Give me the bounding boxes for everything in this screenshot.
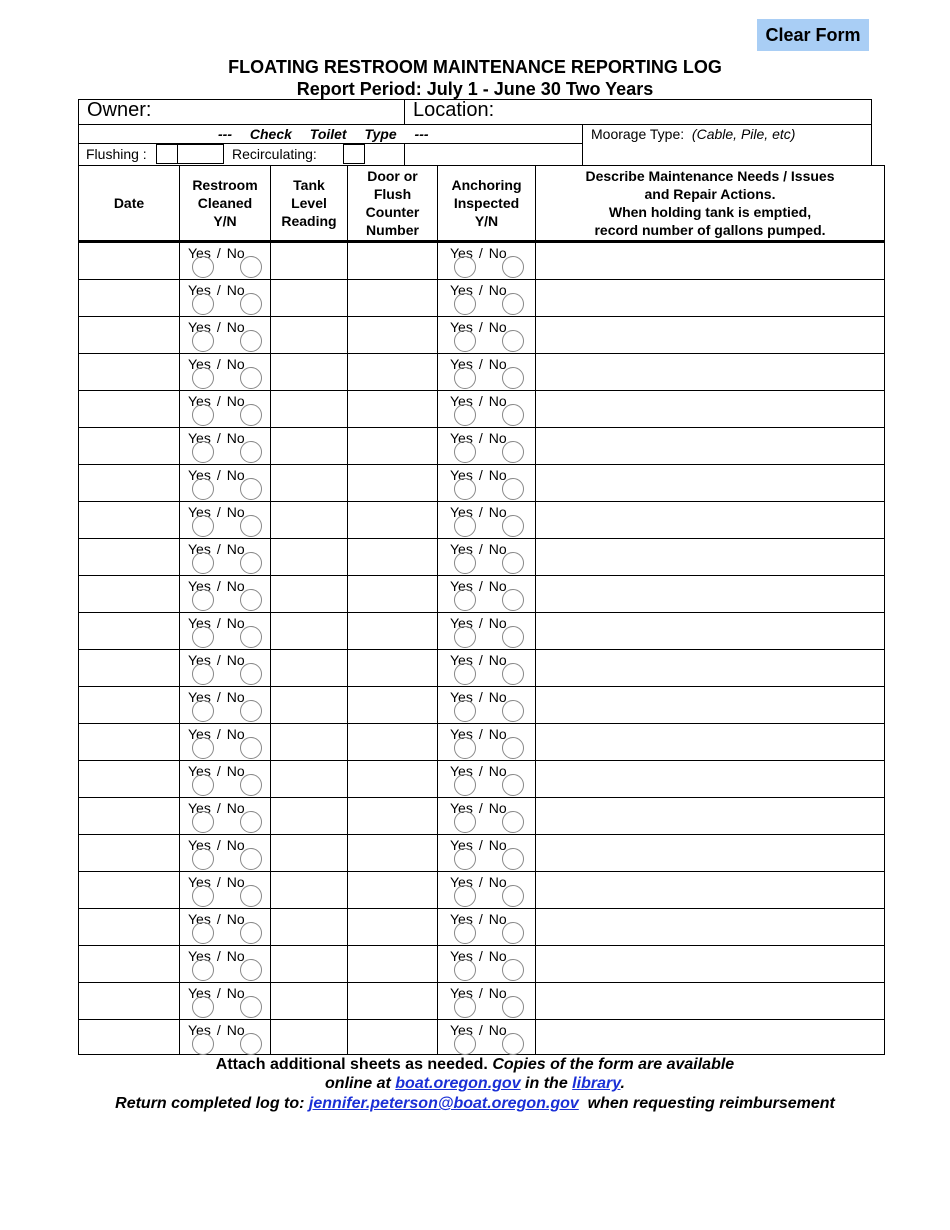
yes-label: Yes [188, 541, 211, 557]
restroom-cleaned-no-radio[interactable] [240, 330, 262, 352]
email-link[interactable]: jennifer.peterson@boat.oregon.gov [308, 1095, 579, 1112]
restroom-cleaned-no-radio[interactable] [240, 515, 262, 537]
anchoring-inspected-yes-radio[interactable] [454, 996, 476, 1018]
no-label: No [226, 245, 245, 261]
no-label: No [226, 763, 245, 779]
anchoring-inspected-no-radio[interactable] [502, 848, 524, 870]
anchoring-inspected-no-radio[interactable] [502, 256, 524, 278]
yes-label: Yes [188, 985, 211, 1001]
yes-label: Yes [450, 393, 473, 409]
table-row [79, 353, 884, 390]
yes-no-separator: / [216, 1022, 221, 1038]
yes-label: Yes [450, 615, 473, 631]
yes-label: Yes [188, 800, 211, 816]
no-label: No [226, 1022, 245, 1038]
table-row [79, 316, 884, 353]
restroom-cleaned-no-radio[interactable] [240, 552, 262, 574]
anchoring-inspected-no-radio[interactable] [502, 478, 524, 500]
yes-no-separator: / [478, 652, 483, 668]
no-label: No [488, 541, 507, 557]
no-label: No [488, 504, 507, 520]
anchoring-inspected-no-radio[interactable] [502, 367, 524, 389]
anchoring-inspected-yes-radio[interactable] [454, 552, 476, 574]
anchoring-inspected-no-radio[interactable] [502, 626, 524, 648]
no-label: No [226, 504, 245, 520]
anchoring-inspected-yes-radio[interactable] [454, 478, 476, 500]
no-label: No [488, 837, 507, 853]
table-row [79, 871, 884, 908]
yes-label: Yes [188, 467, 211, 483]
yes-no-separator: / [478, 356, 483, 372]
table-row [79, 686, 884, 723]
yes-no-separator: / [216, 800, 221, 816]
table-row [79, 1019, 884, 1056]
yes-label: Yes [188, 726, 211, 742]
yes-no-separator: / [478, 800, 483, 816]
restroom-cleaned-yes-radio[interactable] [192, 478, 214, 500]
yes-label: Yes [450, 874, 473, 890]
restroom-cleaned-no-radio[interactable] [240, 1033, 262, 1055]
no-label: No [488, 578, 507, 594]
restroom-cleaned-no-radio[interactable] [240, 848, 262, 870]
anchoring-inspected-yes-radio[interactable] [454, 441, 476, 463]
no-label: No [488, 948, 507, 964]
table-row [79, 760, 884, 797]
restroom-cleaned-no-radio[interactable] [240, 626, 262, 648]
report-period: Report Period: July 1 - June 30 Two Years [296, 79, 654, 99]
table-row [79, 464, 884, 501]
yes-no-separator: / [478, 541, 483, 557]
no-label: No [226, 541, 245, 557]
yes-label: Yes [188, 874, 211, 890]
footer-line-2: online at boat.oregon.gov in the library. [325, 1075, 625, 1092]
header-block [78, 99, 872, 165]
yes-label: Yes [188, 652, 211, 668]
yes-no-separator: / [478, 837, 483, 853]
no-label: No [226, 874, 245, 890]
restroom-cleaned-no-radio[interactable] [240, 367, 262, 389]
yes-no-separator: / [478, 245, 483, 261]
no-label: No [226, 726, 245, 742]
yes-no-separator: / [478, 467, 483, 483]
yes-label: Yes [450, 689, 473, 705]
restroom-cleaned-yes-radio[interactable] [192, 663, 214, 685]
yes-no-separator: / [478, 1022, 483, 1038]
moorage-type-label [591, 126, 795, 142]
yes-label: Yes [188, 393, 211, 409]
anchoring-inspected-no-radio[interactable] [502, 922, 524, 944]
restroom-cleaned-yes-radio[interactable] [192, 922, 214, 944]
yes-label: Yes [450, 319, 473, 335]
anchoring-inspected-no-radio[interactable] [502, 663, 524, 685]
yes-label: Yes [188, 319, 211, 335]
yes-no-separator: / [216, 319, 221, 335]
yes-label: Yes [450, 541, 473, 557]
anchoring-inspected-yes-radio[interactable] [454, 626, 476, 648]
restroom-cleaned-yes-radio[interactable] [192, 885, 214, 907]
restroom-cleaned-no-radio[interactable] [240, 441, 262, 463]
no-label: No [226, 430, 245, 446]
anchoring-inspected-yes-radio[interactable] [454, 515, 476, 537]
yes-no-separator: / [478, 985, 483, 1001]
anchoring-inspected-yes-radio[interactable] [454, 922, 476, 944]
no-label: No [488, 652, 507, 668]
yes-label: Yes [188, 763, 211, 779]
clear-form-button[interactable]: Clear Form [757, 19, 869, 51]
yes-label: Yes [188, 615, 211, 631]
anchoring-inspected-no-radio[interactable] [502, 737, 524, 759]
table-row [79, 538, 884, 575]
footer-line-3: Return completed log to: jennifer.peterson@boat.oregon.gov when requesting reimbursement [115, 1095, 835, 1112]
no-label: No [226, 689, 245, 705]
restroom-cleaned-yes-radio[interactable] [192, 367, 214, 389]
restroom-cleaned-yes-radio[interactable] [192, 996, 214, 1018]
restroom-cleaned-yes-radio[interactable] [192, 959, 214, 981]
yes-no-separator: / [478, 282, 483, 298]
no-label: No [226, 911, 245, 927]
no-label: No [226, 393, 245, 409]
table-row [79, 242, 884, 279]
table-row [79, 427, 884, 464]
table-row [79, 501, 884, 538]
no-label: No [226, 948, 245, 964]
no-label: No [226, 615, 245, 631]
restroom-cleaned-no-radio[interactable] [240, 663, 262, 685]
restroom-cleaned-yes-radio[interactable] [192, 293, 214, 315]
no-label: No [226, 319, 245, 335]
no-label: No [226, 652, 245, 668]
yes-label: Yes [188, 689, 211, 705]
anchoring-inspected-yes-radio[interactable] [454, 256, 476, 278]
yes-no-separator: / [478, 726, 483, 742]
yes-label: Yes [188, 245, 211, 261]
yes-no-separator: / [478, 393, 483, 409]
yes-label: Yes [450, 985, 473, 1001]
no-label: No [226, 578, 245, 594]
restroom-cleaned-no-radio[interactable] [240, 996, 262, 1018]
anchoring-inspected-yes-radio[interactable] [454, 774, 476, 796]
no-label: No [488, 985, 507, 1001]
no-label: No [488, 319, 507, 335]
anchoring-inspected-yes-radio[interactable] [454, 885, 476, 907]
no-label: No [488, 245, 507, 261]
moorage-type-text: Moorage Type: [591, 126, 685, 142]
yes-label: Yes [188, 948, 211, 964]
anchoring-inspected-no-radio[interactable] [502, 552, 524, 574]
no-label: No [488, 726, 507, 742]
yes-no-separator: / [478, 763, 483, 779]
yes-label: Yes [450, 652, 473, 668]
anchoring-inspected-yes-radio[interactable] [454, 1033, 476, 1055]
anchoring-inspected-no-radio[interactable] [502, 404, 524, 426]
table-row [79, 797, 884, 834]
yes-no-separator: / [216, 726, 221, 742]
no-label: No [226, 837, 245, 853]
restroom-cleaned-yes-radio[interactable] [192, 589, 214, 611]
table-row [79, 834, 884, 871]
yes-no-separator: / [216, 652, 221, 668]
anchoring-inspected-yes-radio[interactable] [454, 663, 476, 685]
yes-no-separator: / [216, 837, 221, 853]
maintenance-log-table [78, 165, 885, 1055]
anchoring-inspected-no-radio[interactable] [502, 811, 524, 833]
no-label: No [488, 911, 507, 927]
yes-label: Yes [188, 504, 211, 520]
restroom-cleaned-yes-radio[interactable] [192, 404, 214, 426]
no-label: No [488, 874, 507, 890]
yes-label: Yes [450, 948, 473, 964]
yes-no-separator: / [216, 467, 221, 483]
table-row [79, 908, 884, 945]
no-label: No [488, 615, 507, 631]
boat-oregon-link[interactable]: boat.oregon.gov [395, 1075, 521, 1092]
restroom-cleaned-no-radio[interactable] [240, 700, 262, 722]
restroom-cleaned-no-radio[interactable] [240, 959, 262, 981]
yes-no-separator: / [216, 282, 221, 298]
col-header-anchoring-inspected: Anchoring Inspected Y/N [451, 177, 522, 229]
yes-no-separator: / [478, 874, 483, 890]
anchoring-inspected-no-radio[interactable] [502, 293, 524, 315]
yes-no-separator: / [478, 578, 483, 594]
yes-no-separator: / [216, 578, 221, 594]
col-header-date: Date [113, 195, 145, 211]
table-row [79, 612, 884, 649]
no-label: No [488, 689, 507, 705]
no-label: No [488, 282, 507, 298]
table-row [79, 649, 884, 686]
restroom-cleaned-no-radio[interactable] [240, 774, 262, 796]
restroom-cleaned-no-radio[interactable] [240, 293, 262, 315]
restroom-cleaned-no-radio[interactable] [240, 478, 262, 500]
yes-no-separator: / [216, 245, 221, 261]
no-label: No [488, 1022, 507, 1038]
yes-no-separator: / [478, 911, 483, 927]
anchoring-inspected-no-radio[interactable] [502, 774, 524, 796]
anchoring-inspected-no-radio[interactable] [502, 1033, 524, 1055]
yes-label: Yes [450, 1022, 473, 1038]
yes-label: Yes [450, 800, 473, 816]
yes-no-separator: / [216, 430, 221, 446]
anchoring-inspected-yes-radio[interactable] [454, 330, 476, 352]
moorage-type-hint: (Cable, Pile, etc) [691, 126, 796, 142]
yes-label: Yes [188, 356, 211, 372]
col-header-restroom-cleaned: Restroom Cleaned Y/N [192, 177, 258, 229]
yes-no-separator: / [216, 985, 221, 1001]
yes-label: Yes [450, 911, 473, 927]
yes-no-separator: / [478, 948, 483, 964]
yes-label: Yes [450, 837, 473, 853]
yes-no-separator: / [478, 615, 483, 631]
flushing-checkbox[interactable] [156, 144, 178, 164]
recirculating-label: Recirculating: [232, 146, 317, 162]
yes-no-separator: / [478, 689, 483, 705]
table-row [79, 279, 884, 316]
no-label: No [488, 356, 507, 372]
yes-label: Yes [450, 726, 473, 742]
anchoring-inspected-yes-radio[interactable] [454, 404, 476, 426]
table-row [79, 575, 884, 612]
yes-label: Yes [188, 911, 211, 927]
yes-no-separator: / [216, 689, 221, 705]
restroom-cleaned-no-radio[interactable] [240, 922, 262, 944]
restroom-cleaned-no-radio[interactable] [240, 885, 262, 907]
yes-label: Yes [450, 245, 473, 261]
yes-label: Yes [450, 467, 473, 483]
yes-label: Yes [450, 282, 473, 298]
anchoring-inspected-no-radio[interactable] [502, 959, 524, 981]
yes-no-separator: / [216, 763, 221, 779]
table-row [79, 945, 884, 982]
yes-no-separator: / [478, 504, 483, 520]
no-label: No [488, 800, 507, 816]
recirculating-checkbox[interactable] [343, 144, 365, 164]
yes-label: Yes [450, 356, 473, 372]
anchoring-inspected-no-radio[interactable] [502, 441, 524, 463]
form-title: FLOATING RESTROOM MAINTENANCE REPORTING LOG [228, 57, 722, 77]
yes-label: Yes [450, 763, 473, 779]
restroom-cleaned-yes-radio[interactable] [192, 256, 214, 278]
anchoring-inspected-no-radio[interactable] [502, 700, 524, 722]
yes-label: Yes [188, 578, 211, 594]
restroom-cleaned-yes-radio[interactable] [192, 441, 214, 463]
restroom-cleaned-yes-radio[interactable] [192, 774, 214, 796]
library-link[interactable]: library [572, 1075, 621, 1092]
restroom-cleaned-no-radio[interactable] [240, 256, 262, 278]
yes-no-separator: / [216, 874, 221, 890]
yes-no-separator: / [478, 319, 483, 335]
check-toilet-type-label: --- Check Toilet Type --- [218, 126, 429, 142]
anchoring-inspected-no-radio[interactable] [502, 885, 524, 907]
yes-label: Yes [188, 837, 211, 853]
yes-no-separator: / [216, 911, 221, 927]
yes-label: Yes [188, 282, 211, 298]
owner-label: Owner: [87, 99, 152, 121]
yes-label: Yes [188, 1022, 211, 1038]
yes-no-separator: / [216, 615, 221, 631]
no-label: No [488, 467, 507, 483]
restroom-cleaned-yes-radio[interactable] [192, 737, 214, 759]
anchoring-inspected-no-radio[interactable] [502, 515, 524, 537]
no-label: No [226, 985, 245, 1001]
col-header-door-flush-counter: Door or Flush Counter Number [365, 168, 420, 238]
no-label: No [488, 763, 507, 779]
restroom-cleaned-yes-radio[interactable] [192, 626, 214, 648]
anchoring-inspected-yes-radio[interactable] [454, 367, 476, 389]
restroom-cleaned-no-radio[interactable] [240, 404, 262, 426]
yes-label: Yes [188, 430, 211, 446]
anchoring-inspected-yes-radio[interactable] [454, 811, 476, 833]
restroom-cleaned-yes-radio[interactable] [192, 330, 214, 352]
anchoring-inspected-yes-radio[interactable] [454, 700, 476, 722]
table-row [79, 723, 884, 760]
yes-label: Yes [450, 504, 473, 520]
restroom-cleaned-yes-radio[interactable] [192, 552, 214, 574]
no-label: No [226, 282, 245, 298]
flushing-label: Flushing : [86, 146, 147, 162]
anchoring-inspected-yes-radio[interactable] [454, 293, 476, 315]
location-label: Location: [413, 99, 495, 121]
anchoring-inspected-no-radio[interactable] [502, 589, 524, 611]
yes-no-separator: / [478, 430, 483, 446]
flushing-field[interactable] [177, 144, 224, 164]
restroom-cleaned-no-radio[interactable] [240, 811, 262, 833]
restroom-cleaned-yes-radio[interactable] [192, 848, 214, 870]
restroom-cleaned-yes-radio[interactable] [192, 1033, 214, 1055]
table-row [79, 982, 884, 1019]
yes-label: Yes [450, 578, 473, 594]
no-label: No [226, 800, 245, 816]
anchoring-inspected-yes-radio[interactable] [454, 959, 476, 981]
no-label: No [226, 467, 245, 483]
yes-no-separator: / [216, 948, 221, 964]
anchoring-inspected-yes-radio[interactable] [454, 737, 476, 759]
footer-line-1: Attach additional sheets as needed. Copies of the form are available [215, 1056, 735, 1073]
restroom-cleaned-yes-radio[interactable] [192, 515, 214, 537]
restroom-cleaned-yes-radio[interactable] [192, 700, 214, 722]
yes-label: Yes [450, 430, 473, 446]
restroom-cleaned-yes-radio[interactable] [192, 811, 214, 833]
anchoring-inspected-yes-radio[interactable] [454, 589, 476, 611]
anchoring-inspected-no-radio[interactable] [502, 330, 524, 352]
yes-no-separator: / [216, 393, 221, 409]
no-label: No [488, 393, 507, 409]
restroom-cleaned-no-radio[interactable] [240, 589, 262, 611]
yes-no-separator: / [216, 356, 221, 372]
no-label: No [488, 430, 507, 446]
col-header-tank-level: Tank Level Reading [281, 177, 337, 229]
col-header-maintenance-description: Describe Maintenance Needs / Issues and Repair Actions. When holding tank is emptied, record number of gallons pumped. [585, 168, 835, 238]
no-label: No [226, 356, 245, 372]
yes-no-separator: / [216, 504, 221, 520]
yes-no-separator: / [216, 541, 221, 557]
table-row [79, 390, 884, 427]
anchoring-inspected-no-radio[interactable] [502, 996, 524, 1018]
restroom-cleaned-no-radio[interactable] [240, 737, 262, 759]
anchoring-inspected-yes-radio[interactable] [454, 848, 476, 870]
